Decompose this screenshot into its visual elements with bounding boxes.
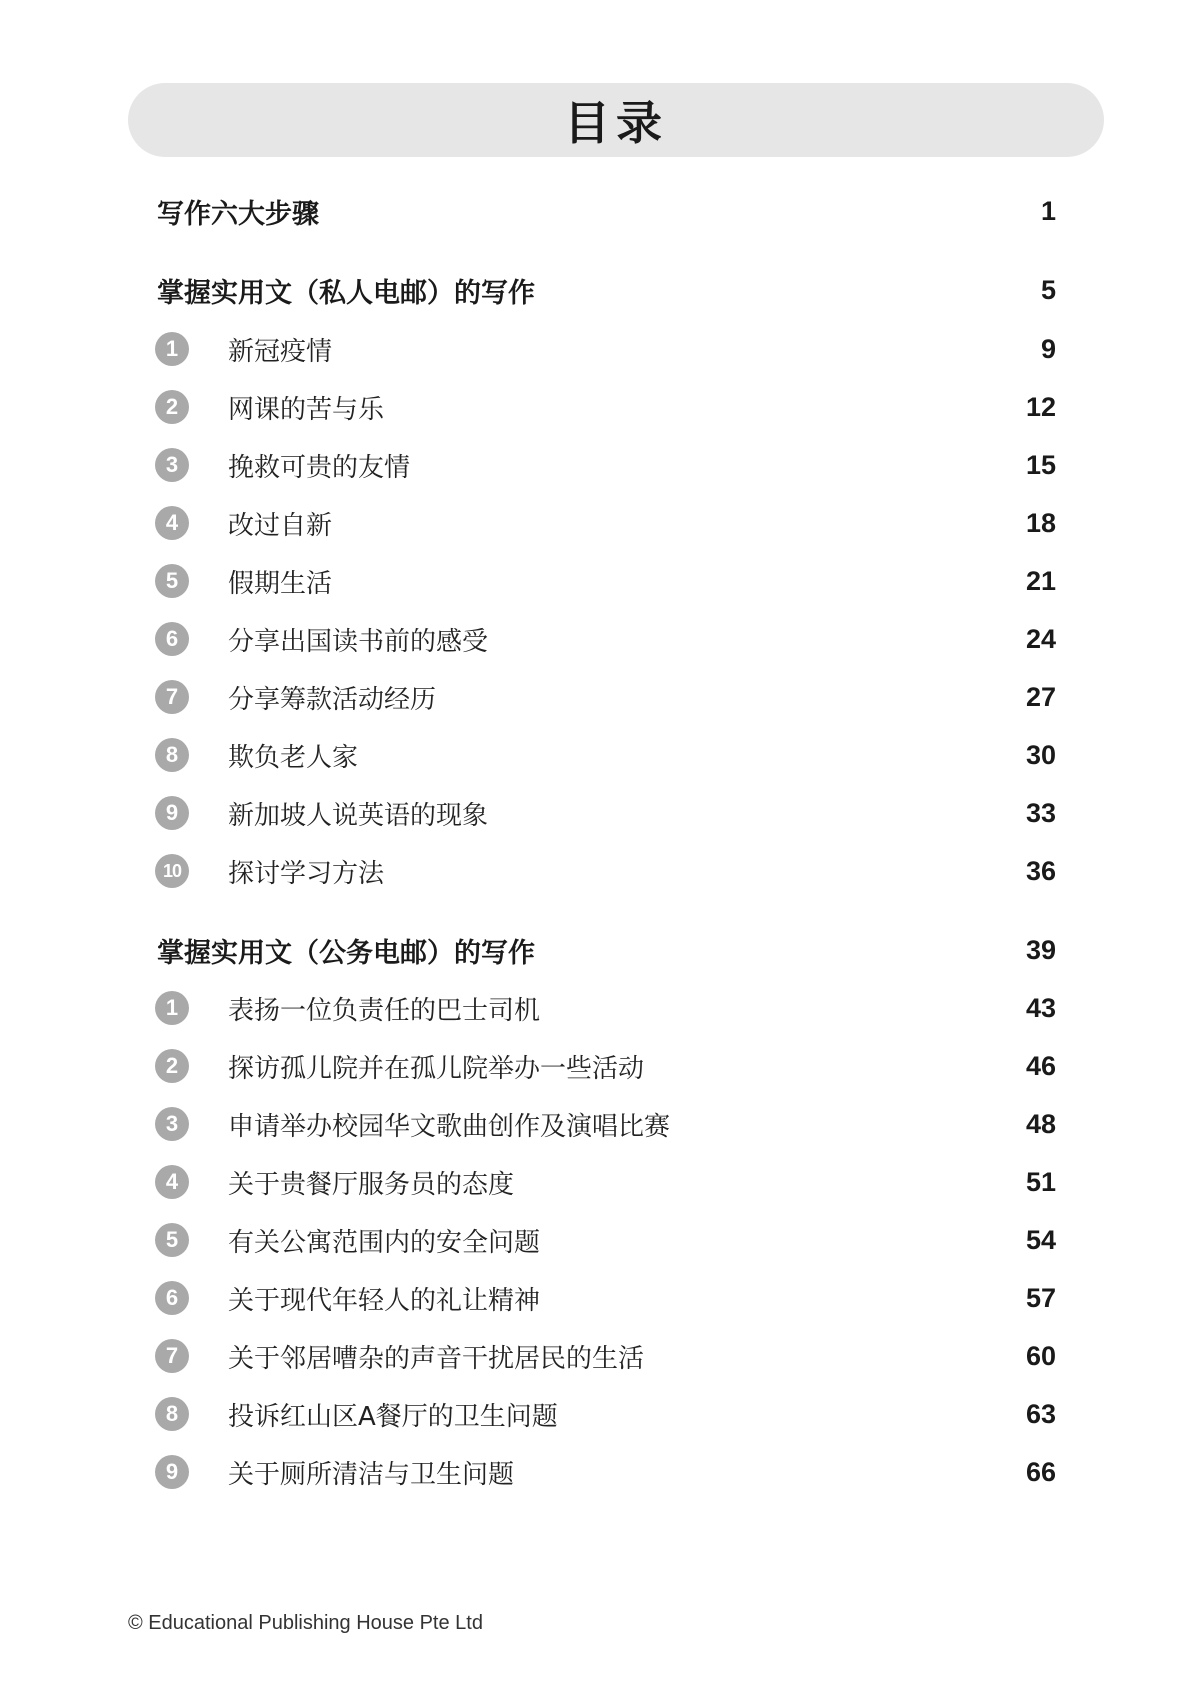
entry-title: 新加坡人说英语的现象 (228, 800, 489, 831)
page-number: 15 (1025, 449, 1056, 480)
number-badge: 6 (155, 622, 189, 656)
entry-title: 关于现代年轻人的礼让精神 (228, 1285, 541, 1316)
page-number: 24 (1025, 623, 1056, 654)
page-number: 33 (1025, 797, 1056, 828)
page-number: 63 (1025, 1398, 1056, 1429)
toc-entry[interactable] (0, 387, 1200, 427)
toc-entry[interactable] (0, 619, 1200, 659)
toc-entry[interactable] (0, 988, 1200, 1028)
number-badge: 9 (155, 796, 189, 830)
title-banner (128, 83, 1104, 157)
entry-title: 关于厕所清洁与卫生问题 (228, 1459, 515, 1490)
toc-entry[interactable] (0, 561, 1200, 601)
toc-entry[interactable] (0, 1104, 1200, 1144)
number-badge: 10 (155, 854, 189, 888)
toc-entry[interactable] (0, 503, 1200, 543)
page-number: 5 (1040, 274, 1056, 305)
number-badge: 7 (155, 1339, 189, 1373)
toc-entry[interactable] (0, 1046, 1200, 1086)
number-badge: 1 (155, 332, 189, 366)
entry-title: 探讨学习方法 (228, 858, 385, 889)
entry-title: 分享筹款活动经历 (228, 684, 437, 715)
page-number: 36 (1025, 855, 1056, 886)
number-badge: 2 (155, 390, 189, 424)
entry-title: 探访孤儿院并在孤儿院举办一些活动 (228, 1053, 645, 1084)
number-badge: 4 (155, 506, 189, 540)
copyright-footer: © Educational Publishing House Pte Ltd (128, 1612, 483, 1634)
number-badge: 2 (155, 1049, 189, 1083)
page-number: 60 (1025, 1340, 1056, 1371)
entry-title: 关于邻居嘈杂的声音干扰居民的生活 (228, 1343, 645, 1374)
toc-entry[interactable] (0, 329, 1200, 369)
toc-entry[interactable] (0, 735, 1200, 775)
page-number: 54 (1025, 1224, 1056, 1255)
page-number: 30 (1025, 739, 1056, 770)
number-badge: 5 (155, 1223, 189, 1257)
page-number: 48 (1025, 1108, 1056, 1139)
toc-entry[interactable] (0, 793, 1200, 833)
page-number: 9 (1040, 333, 1056, 364)
number-badge: 1 (155, 991, 189, 1025)
entry-title: 关于贵餐厅服务员的态度 (228, 1169, 515, 1200)
toc-entry[interactable] (0, 851, 1200, 891)
page-number: 1 (1040, 195, 1056, 226)
page-number: 18 (1025, 507, 1056, 538)
page-number: 43 (1025, 992, 1056, 1023)
entry-title: 欺负老人家 (228, 742, 359, 773)
toc-entry[interactable] (0, 1336, 1200, 1376)
page-title: 目录 (564, 96, 668, 150)
page-number: 51 (1025, 1166, 1056, 1197)
number-badge: 9 (155, 1455, 189, 1489)
entry-title: 改过自新 (228, 510, 333, 541)
number-badge: 7 (155, 680, 189, 714)
toc-section-header[interactable] (0, 270, 1200, 310)
toc-section-header[interactable] (0, 930, 1200, 970)
number-badge: 4 (155, 1165, 189, 1199)
entry-title: 分享出国读书前的感受 (228, 626, 489, 657)
toc-entry[interactable] (0, 1394, 1200, 1434)
page-number: 46 (1025, 1050, 1056, 1081)
toc-entry[interactable] (0, 1452, 1200, 1492)
entry-title: 表扬一位负责任的巴士司机 (228, 995, 541, 1026)
entry-title: 投诉红山区A餐厅的卫生问题 (228, 1401, 558, 1432)
number-badge: 5 (155, 564, 189, 598)
page-number: 21 (1025, 565, 1056, 596)
number-badge: 3 (155, 1107, 189, 1141)
number-badge: 6 (155, 1281, 189, 1315)
page-number: 57 (1025, 1282, 1056, 1313)
toc-entry[interactable] (0, 1162, 1200, 1202)
page-number: 12 (1025, 391, 1056, 422)
section-title: 写作六大步骤 (157, 198, 319, 230)
section-title: 掌握实用文（公务电邮）的写作 (157, 937, 535, 969)
entry-title: 挽救可贵的友情 (228, 452, 411, 483)
number-badge: 3 (155, 448, 189, 482)
entry-title: 网课的苦与乐 (228, 394, 385, 425)
entry-title: 假期生活 (228, 568, 333, 599)
entry-title: 有关公寓范围内的安全问题 (228, 1227, 541, 1258)
page-number: 27 (1025, 681, 1056, 712)
page-number: 39 (1025, 934, 1056, 965)
entry-title: 新冠疫情 (228, 336, 333, 367)
number-badge: 8 (155, 738, 189, 772)
number-badge: 8 (155, 1397, 189, 1431)
toc-entry[interactable] (0, 1220, 1200, 1260)
entry-title: 申请举办校园华文歌曲创作及演唱比赛 (228, 1111, 671, 1142)
toc-entry[interactable] (0, 677, 1200, 717)
toc-entry[interactable] (0, 1278, 1200, 1318)
page-number: 66 (1025, 1456, 1056, 1487)
toc-entry[interactable] (0, 445, 1200, 485)
toc-intro-row[interactable] (0, 191, 1200, 231)
section-title: 掌握实用文（私人电邮）的写作 (157, 277, 535, 309)
